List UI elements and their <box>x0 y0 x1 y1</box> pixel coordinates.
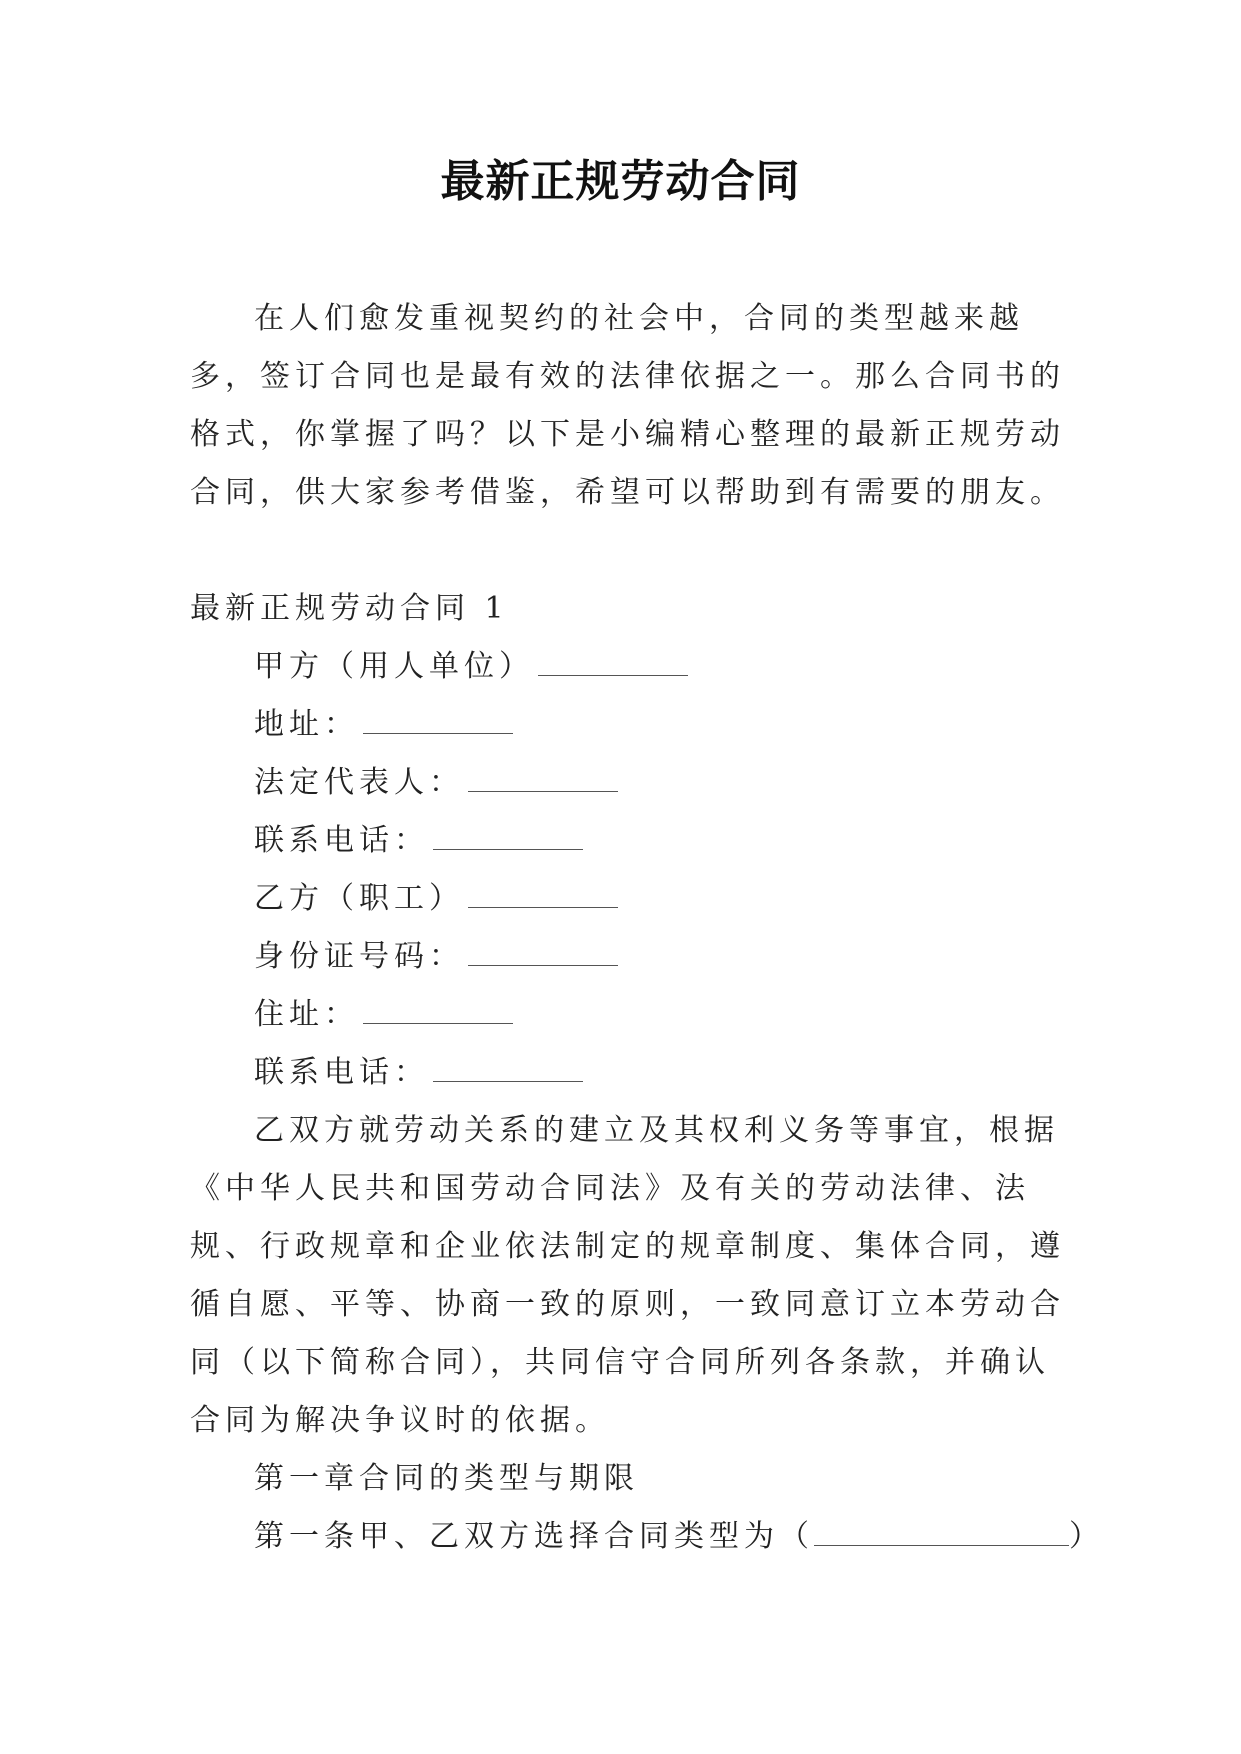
field-id-number <box>190 928 1070 986</box>
document-title: 最新正规劳动合同 <box>440 156 801 207</box>
field-residence <box>190 986 1070 1044</box>
fill-in-blank <box>363 997 513 1024</box>
preamble-paragraph: 乙双方就劳动关系的建立及其权利义务等事宜，根据《中华人民共和国劳动合同法》及有关的劳动法律、法规、行政规章和企业依法制定的规章制度、集体合同，遵循自愿、平等、协商一致的原则，一致同意订立本劳动合同（以下简称合同），共同信守合同所列各条款，并确认合同为解决争议时的依据。 <box>190 1113 1065 1438</box>
document-body <box>190 290 1104 1566</box>
fill-in-blank <box>433 823 583 850</box>
fill-in-blank <box>814 1519 1069 1546</box>
field-label: 地址： <box>254 707 359 742</box>
fill-in-blank <box>433 1055 583 1082</box>
field-party-a <box>190 638 1070 696</box>
field-label: 甲方（用人单位） <box>254 649 534 684</box>
field-address <box>190 696 1070 754</box>
chapter-heading: 第一章合同的类型与期限 <box>254 1461 639 1496</box>
field-label: 联系电话： <box>254 823 429 858</box>
field-label: 住址： <box>254 997 359 1032</box>
article-text: 第一条甲、乙双方选择合同类型为（ <box>254 1519 814 1554</box>
fill-in-blank <box>468 765 618 792</box>
fill-in-blank <box>363 707 513 734</box>
field-label: 联系电话： <box>254 1055 429 1090</box>
fill-in-blank <box>468 881 618 908</box>
field-label: 乙方（职工） <box>254 881 464 916</box>
article-text-end: ） <box>1069 1519 1104 1554</box>
section-heading: 最新正规劳动合同 1 <box>190 591 509 626</box>
field-label: 身份证号码： <box>254 939 464 974</box>
field-phone-a <box>190 812 1070 870</box>
article-1 <box>190 1508 1104 1566</box>
field-party-b <box>190 870 1070 928</box>
intro-paragraph: 在人们愈发重视契约的社会中，合同的类型越来越多，签订合同也是最有效的法律依据之一。那么合同书的格式，你掌握了吗？以下是小编精心整理的最新正规劳动合同，供大家参考借鉴，希望可以帮助到有需要的朋友。 <box>190 301 1065 510</box>
field-legal-representative <box>190 754 1070 812</box>
field-label: 法定代表人： <box>254 765 464 800</box>
fill-in-blank <box>468 939 618 966</box>
field-phone-b <box>190 1044 1070 1102</box>
fill-in-blank <box>538 649 688 676</box>
